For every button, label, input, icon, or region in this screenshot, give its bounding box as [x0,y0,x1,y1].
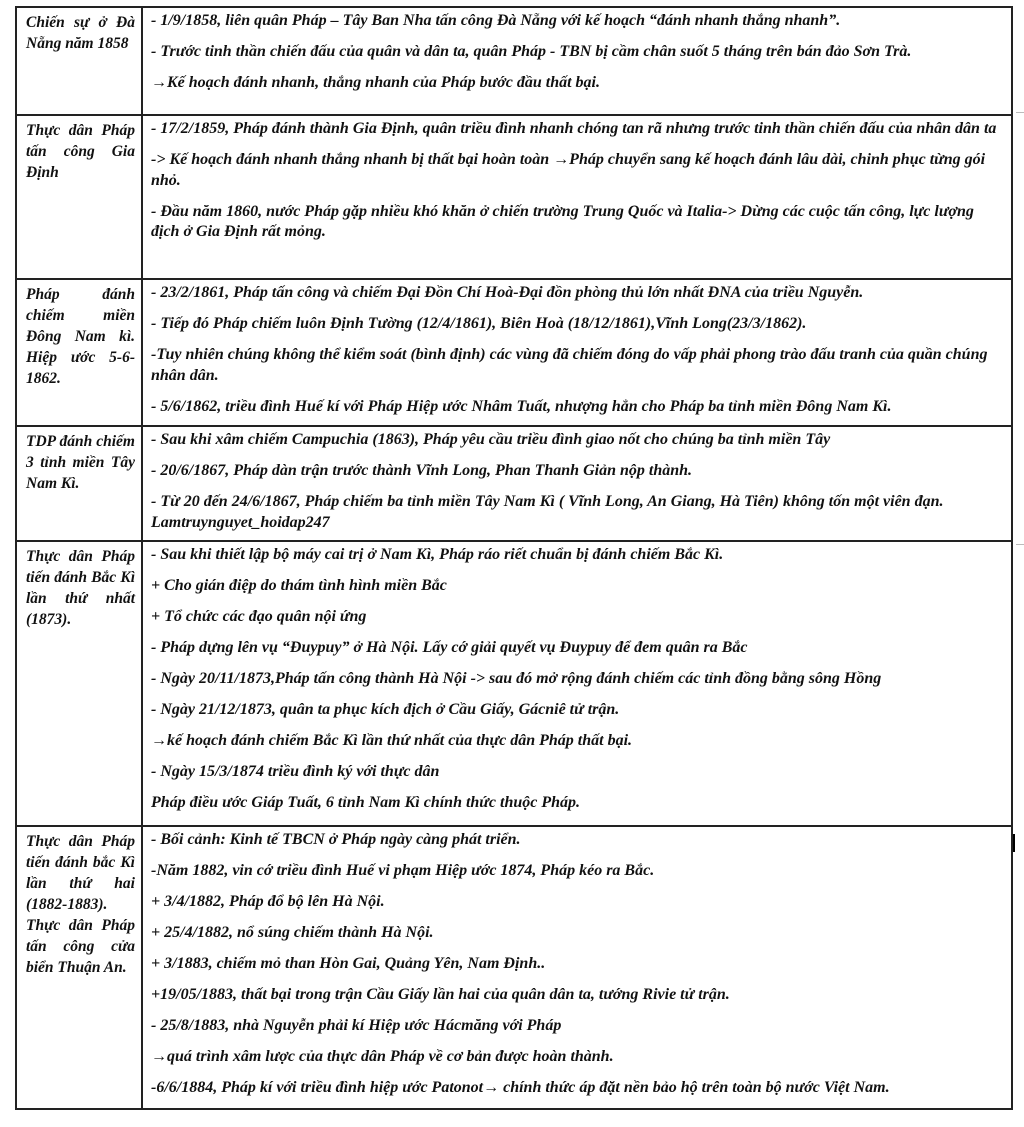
event-cell [16,7,142,115]
event-cell [16,541,142,826]
event-title: TDP đánh chiếm 3 tỉnh miền Tây Nam Kì. [26,433,135,492]
content-line: - Pháp dựng lên vụ “Đuypuy” ở Hà Nội. Lấy cớ giải quyết vụ Đuypuy để đem quân ra Bắc [151,639,748,656]
text-cursor [1013,834,1015,852]
table-row [16,115,1012,279]
page-edge-mark [1016,112,1024,113]
event-title: Thực dân Pháp tiến đánh Bắc Kì lần thứ nhất (1873). [26,548,135,628]
content-line: - Sau khi xâm chiếm Campuchia (1863), Pháp yêu cầu triều đình giao nốt cho chúng ba tỉnh miền Tây [151,431,831,448]
content-line: -Tuy nhiên chúng không thể kiểm soát (bình định) các vùng đã chiếm đóng do vấp phải phong trào đấu tranh của quần chúng nhân dân. [151,346,988,384]
content-line: - 5/6/1862, triều đình Huế kí với Pháp Hiệp ước Nhâm Tuất, nhượng hẳn cho Pháp ba tỉnh miền Đông Nam Kì. [151,397,892,415]
content-line: - Bối cảnh: Kinh tế TBCN ở Pháp ngày càng phát triển. [151,831,521,848]
content-line: - 17/2/1859, Pháp đánh thành Gia Định, quân triều đình nhanh chóng tan rã nhưng trước tinh thần chiến đấu của nhân dân ta [151,120,997,137]
content-cell [142,426,1012,541]
content-line: - 1/9/1858, liên quân Pháp – Tây Ban Nha tấn công Đà Nẵng với kế hoạch “đánh nhanh thắng nhanh”. [151,12,841,29]
content-line: - Ngày 20/11/1873,Pháp tấn công thành Hà Nội -> sau đó mở rộng đánh chiếm các tỉnh đồng bằng sông Hồng [151,670,882,687]
table-row [16,279,1012,426]
content-line: +19/05/1883, thất bại trong trận Cầu Giấy lần hai của quân dân ta, tướng Rivie tử trận. [151,986,730,1003]
table-row [16,826,1012,1109]
event-cell [16,279,142,426]
content-line: Pháp điều ước Giáp Tuất, 6 tỉnh Nam Kì chính thức thuộc Pháp. [151,794,581,811]
content-line: - Ngày 15/3/1874 triều đình ký với thực dân [151,763,440,780]
content-line: →Kế hoạch đánh nhanh, thắng nhanh của Pháp bước đầu thất bại. [151,74,600,91]
content-cell [142,541,1012,826]
content-cell [142,115,1012,279]
table-row [16,426,1012,541]
table-row [16,7,1012,115]
content-line: -6/6/1884, Pháp kí với triều đình hiệp ước Patonot→ chính thức áp đặt nền bảo hộ trên toàn bộ nước Việt Nam. [151,1079,890,1096]
content-line: - Tiếp đó Pháp chiếm luôn Định Tường (12/4/1861), Biên Hoà (18/12/1861),Vĩnh Long(23/3/1862). [151,315,807,332]
event-title: Thực dân Pháp tiến đánh bắc Kì lần thứ hai (1882-1883). Thực dân Pháp tấn công cửa biển Thuận An. [26,833,135,976]
page-edge-mark [1016,544,1024,545]
content-cell [142,279,1012,426]
content-line: - Sau khi thiết lập bộ máy cai trị ở Nam Kì, Pháp ráo riết chuẩn bị đánh chiếm Bắc Kì. [151,546,724,563]
content-line: - 23/2/1861, Pháp tấn công và chiếm Đại Đồn Chí Hoà-Đại đồn phòng thủ lớn nhất ĐNA của triều Nguyễn. [151,284,864,301]
event-cell [16,115,142,279]
content-cell [142,7,1012,115]
content-line: - 20/6/1867, Pháp dàn trận trước thành Vĩnh Long, Phan Thanh Giản nộp thành. [151,462,693,479]
content-line: - Đầu năm 1860, nước Pháp gặp nhiều khó khăn ở chiến trường Trung Quốc và Italia-> Dừng các cuộc tấn công, lực lượng địch ở Gia Định rất mỏng. [151,202,974,240]
content-line: + Tổ chức các đạo quân nội ứng [151,608,367,625]
event-title: Pháp đánh chiếm miền Đông Nam kì. Hiệp ước 5-6-1862. [26,286,135,387]
content-line: - Từ 20 đến 24/6/1867, Pháp chiếm ba tỉnh miền Tây Nam Kì ( Vĩnh Long, An Giang, Hà Tiên) không tốn một viên đạn. Lamtruynguyet_hoidap247 [151,493,944,531]
event-cell [16,426,142,541]
table-row [16,541,1012,826]
content-line: + 3/4/1882, Pháp đổ bộ lên Hà Nội. [151,893,385,910]
event-cell [16,826,142,1109]
content-line: - 25/8/1883, nhà Nguyễn phải kí Hiệp ước Hácmăng với Pháp [151,1017,562,1034]
content-line: + 25/4/1882, nổ súng chiếm thành Hà Nội. [151,924,434,941]
content-line: - Ngày 21/12/1873, quân ta phục kích địch ở Cầu Giấy, Gácniê tử trận. [151,701,620,718]
content-line: -> Kế hoạch đánh nhanh thắng nhanh bị thất bại hoàn toàn →Pháp chuyển sang kế hoạch đánh lâu dài, chinh phục từng gói nhỏ. [151,151,986,189]
content-cell [142,826,1012,1109]
content-line: -Năm 1882, vin cớ triều đình Huế vi phạm Hiệp ước 1874, Pháp kéo ra Bắc. [151,862,655,879]
content-line: + Cho gián điệp do thám tình hình miền Bắc [151,577,447,594]
history-table [15,6,1013,1110]
content-line: + 3/1883, chiếm mỏ than Hòn Gai, Quảng Yên, Nam Định.. [151,955,546,972]
content-line: - Trước tinh thần chiến đấu của quân và dân ta, quân Pháp - TBN bị cầm chân suốt 5 tháng trên bán đảo Sơn Trà. [151,43,912,60]
content-line: →quá trình xâm lược của thực dân Pháp về cơ bản được hoàn thành. [151,1048,614,1065]
event-title: Thực dân Pháp tấn công Gia Định [26,122,135,181]
event-title: Chiến sự ở Đà Nẵng năm 1858 [26,14,135,52]
content-line: →kế hoạch đánh chiếm Bắc Kì lần thứ nhất của thực dân Pháp thất bại. [151,732,633,749]
